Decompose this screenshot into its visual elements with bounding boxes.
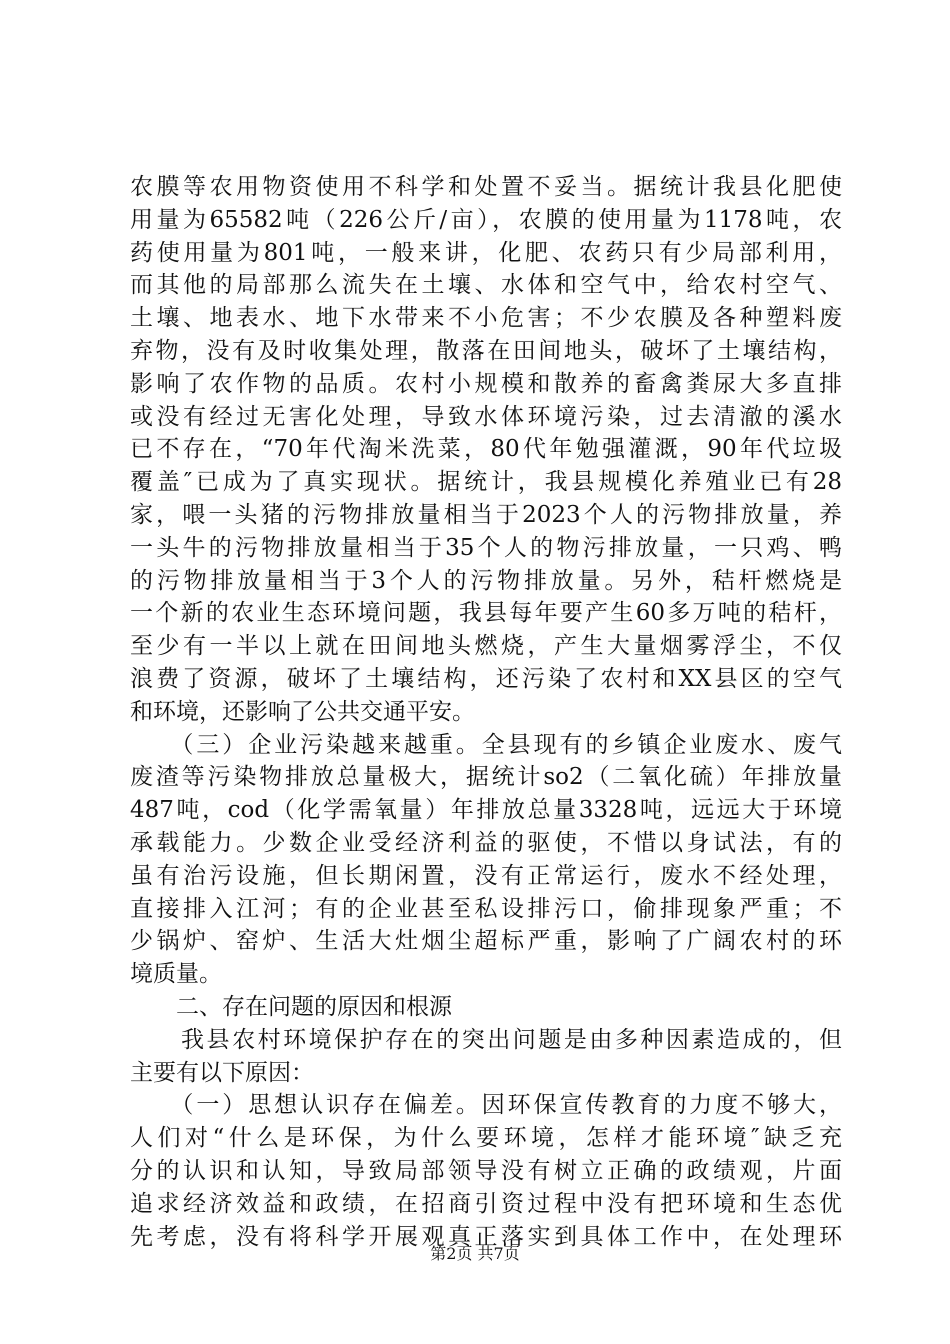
text-line: 分的认识和认知，导致局部领导没有树立正确的政绩观，片面 <box>130 1157 842 1184</box>
document-body <box>130 171 842 1253</box>
text-line: 先考虑，没有将科学开展观真正落实到具体工作中，在处理环 <box>130 1223 842 1250</box>
text-line: 少锅炉、窑炉、生活大灶烟尘超标严重，影响了广阔农村的环 <box>130 928 842 955</box>
text-line: 487吨，cod（化学需氧量）年排放总量3328吨，远远大于环境 <box>130 797 842 824</box>
text-line: 人们对“什么是环保，为什么要环境，怎样才能环境″缺乏充 <box>130 1125 842 1152</box>
text-line: 农膜等农用物资使用不科学和处置不妥当。据统计我县化肥使 <box>130 174 842 200</box>
text-line: 直接排入江河；有的企业甚至私设排污口，偷排现象严重；不 <box>130 895 842 922</box>
text-line: 追求经济效益和政绩，在招商引资过程中没有把环境和生态优 <box>130 1190 842 1217</box>
text-line: 覆盖″已成为了真实现状。据统计，我县规模化养殖业已有28 <box>130 469 842 496</box>
text-line: 影响了农作物的品质。农村小规模和散养的畜禽粪尿大多直排 <box>130 370 842 397</box>
text-line: 而其他的局部那么流失在土壤、水体和空气中，给农村空气、 <box>130 272 842 299</box>
text-line: 主要有以下原因： <box>130 1059 314 1086</box>
text-line: 一个新的农业生态环境问题，我县每年要产生60多万吨的秸杆， <box>130 600 842 627</box>
text-line: 境质量。 <box>130 961 222 988</box>
text-line: 二、存在问题的原因和根源 <box>130 993 452 1020</box>
text-line: 弃物，没有及时收集处理，散落在田间地头，破坏了土壤结构， <box>130 337 842 364</box>
page-footer: 第2页 共7页 <box>430 1244 520 1263</box>
text-line: 或没有经过无害化处理，导致水体环境污染，过去清澈的溪水 <box>130 403 842 430</box>
text-line: （三）企业污染越来越重。全县现有的乡镇企业废水、废气 <box>130 731 842 758</box>
text-line: （一）思想认识存在偏差。因环保宣传教育的力度不够大， <box>130 1092 842 1119</box>
text-line: 土壤、地表水、地下水带来不小危害；不少农膜及各种塑料废 <box>130 305 842 332</box>
text-line: 至少有一半以上就在田间地头燃烧，产生大量烟雾浮尘，不仅 <box>130 633 842 660</box>
text-line: 已不存在，“70年代淘米洗菜，80代年勉强灌溉，90年代垃圾 <box>130 436 842 463</box>
text-line: 虽有治污设施，但长期闲置，没有正常运行，废水不经处理， <box>130 862 842 889</box>
text-line: 和环境，还影响了公共交通平安。 <box>130 698 475 725</box>
text-line: 药使用量为801吨，一般来讲，化肥、农药只有少局部利用， <box>130 239 842 266</box>
text-line: 废渣等污染物排放总量极大，据统计so2（二氧化硫）年排放量 <box>130 764 842 791</box>
text-line: 用量为65582吨（226公斤/亩），农膜的使用量为1178吨，农 <box>130 206 842 233</box>
text-line: 的污物排放量相当于3个人的污物排放量。另外，秸杆燃烧是 <box>130 567 842 594</box>
text-line: 家，喂一头猪的污物排放量相当于2023个人的污物排放量，养 <box>130 501 842 528</box>
text-line: 承载能力。少数企业受经济利益的驱使，不惜以身试法，有的 <box>130 829 842 856</box>
text-line: 一头牛的污物排放量相当于35个人的物污排放量，一只鸡、鸭 <box>130 534 842 561</box>
text-line: 浪费了资源，破坏了土壤结构，还污染了农村和XX县区的空气 <box>130 665 842 692</box>
text-line: 我县农村环境保护存在的突出问题是由多种因素造成的，但 <box>130 1026 842 1053</box>
